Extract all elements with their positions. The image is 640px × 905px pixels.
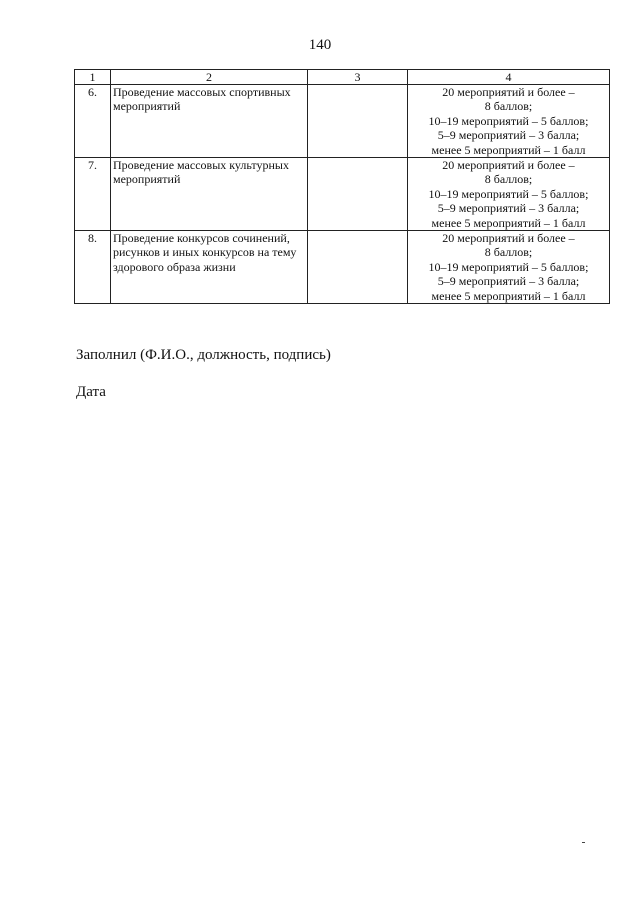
scan-artifact — [582, 842, 585, 843]
score-line: 5–9 мероприятий – 3 балла; — [437, 274, 580, 289]
score-line: менее 5 мероприятий – 1 балл — [431, 142, 586, 157]
date-label: Дата — [76, 384, 106, 400]
score-line: 20 мероприятий и более – — [442, 231, 575, 246]
scoring-cell — [408, 231, 610, 304]
column-header: 2 — [111, 70, 308, 85]
score-line: менее 5 мероприятий – 1 балл — [431, 288, 586, 303]
score-line: 10–19 мероприятий – 5 баллов; — [428, 186, 589, 201]
page-number: 140 — [308, 37, 332, 53]
score-line: 20 мероприятий и более – — [442, 85, 575, 99]
column-header: 4 — [408, 70, 610, 85]
table-row — [75, 158, 610, 231]
column-header: 3 — [308, 70, 408, 85]
score-line: 8 баллов; — [484, 99, 533, 114]
criterion-value-cell — [308, 231, 408, 304]
column-header: 1 — [75, 70, 111, 85]
criterion-name: Проведение конкурсов сочинений, рисунков и иных конкурсов на тему здорового образа жизни — [111, 231, 308, 304]
scoring-cell — [408, 85, 610, 158]
row-number: 6. — [75, 85, 111, 158]
score-line: 10–19 мероприятий – 5 баллов; — [428, 259, 589, 274]
score-line: менее 5 мероприятий – 1 балл — [431, 215, 586, 230]
score-line: 20 мероприятий и более – — [442, 158, 575, 173]
criterion-name: Проведение массовых спортивных мероприятий — [111, 85, 308, 158]
criterion-value-cell — [308, 158, 408, 231]
score-line: 5–9 мероприятий – 3 балла; — [437, 201, 580, 216]
criterion-name: Проведение массовых культурных мероприятий — [111, 158, 308, 231]
table-header-row — [75, 70, 610, 85]
table-row — [75, 231, 610, 304]
score-line: 8 баллов; — [484, 245, 533, 260]
row-number: 8. — [75, 231, 111, 304]
signed-by-label: Заполнил (Ф.И.О., должность, подпись) — [76, 347, 331, 363]
score-line: 5–9 мероприятий – 3 балла; — [437, 128, 580, 143]
criteria-table — [74, 69, 610, 304]
table-row — [75, 85, 610, 158]
row-number: 7. — [75, 158, 111, 231]
score-line: 8 баллов; — [484, 172, 533, 187]
score-line: 10–19 мероприятий – 5 баллов; — [428, 113, 589, 128]
criterion-value-cell — [308, 85, 408, 158]
scoring-cell — [408, 158, 610, 231]
